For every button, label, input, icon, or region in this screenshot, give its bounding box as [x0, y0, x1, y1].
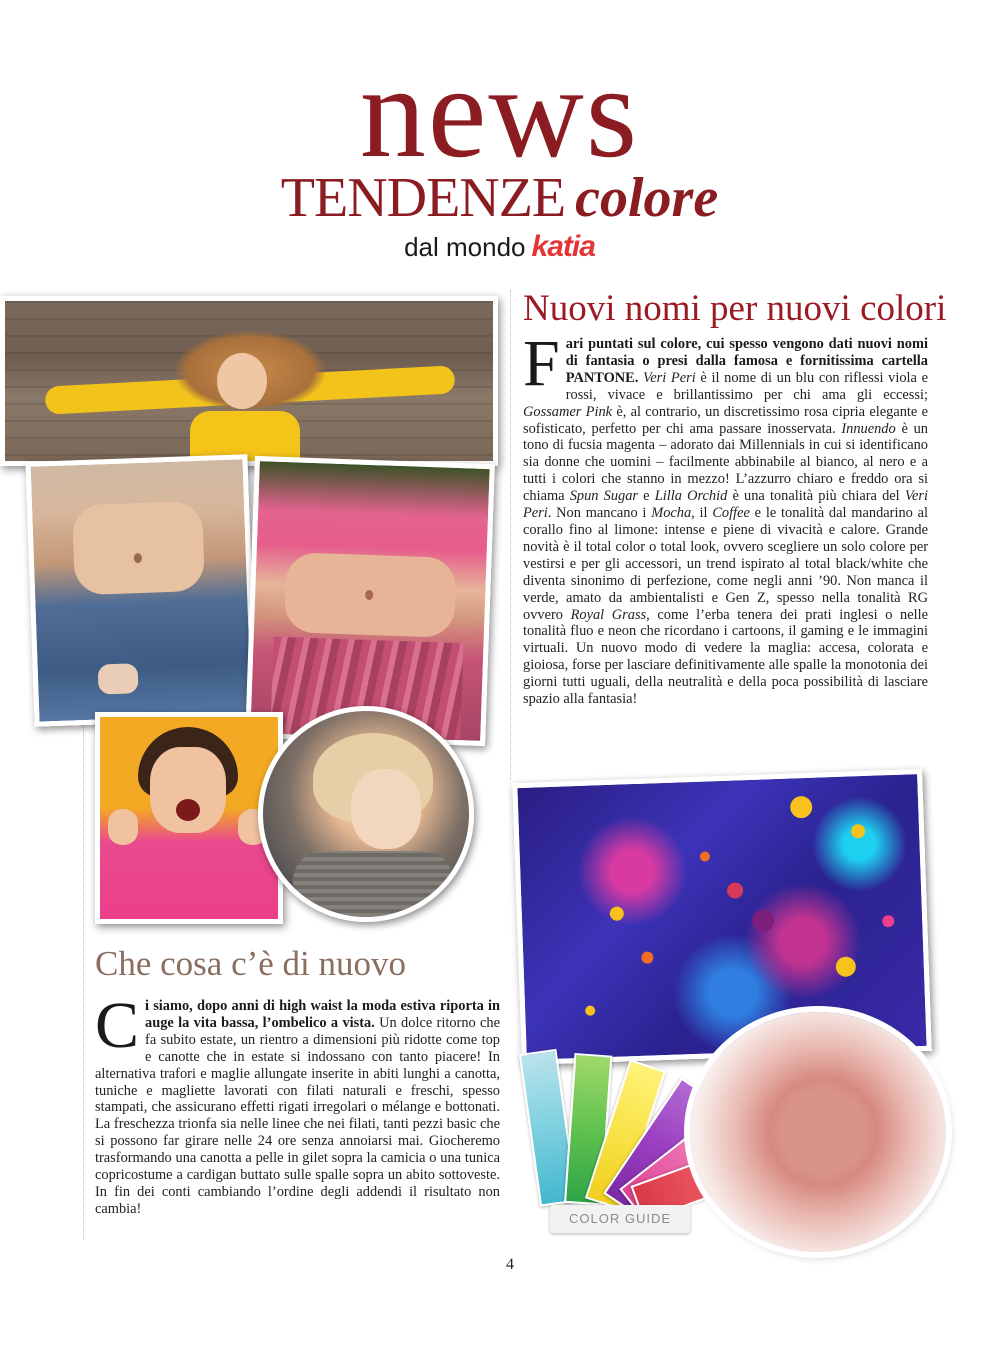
photo-woman-flying-hair: [0, 296, 498, 466]
news-heading: news: [359, 38, 640, 185]
section-title-che-cosa: Che cosa c’è di nuovo: [95, 944, 407, 983]
body-che-cosa: Un dolce ritorno che fa subito estate, un rientro a dimensioni più ridotte come top e canotte che in estate si indossano con tanto piacere! In alternativa trafori e maglie allungate inserite in abiti lunghi a canotta, tuniche e magliette lavorati con filati naturali e freschi, spesso stampati, che assicurano effetti rigati irregolari o mélange e bottonati. La freschezza trionfa sia nelle linee che nei filati, tanti pezzi basic che si possono far girare nelle 24 ore senza annoiarsi mai. Giocheremo trasformando una canotta a pelle in gilet sopra la camicia o una tunica copricostume a cardigan buttato sulle spalle sopra un abito sottoveste. In fin dei conti cambiando l’ordine degli addendi il risultato non cambia!: [95, 1014, 501, 1217]
dropcap-c: C: [95, 989, 140, 1062]
dropcap-f: F: [523, 327, 560, 400]
lead-nuovi-nomi: ari puntati sul colore, cui spesso vengono dati nuovi nomi di fantasia o presi dalla famosa e fornitissima cartella PANTONE.: [565, 336, 928, 386]
section-title-nuovi-nomi: Nuovi nomi per nuovi colori: [523, 288, 947, 329]
article-che-cosa: [95, 989, 501, 1218]
divider-left: [83, 720, 84, 1240]
colore-word: colore: [575, 167, 719, 229]
photo-color-guide-swatches: [520, 1050, 700, 1240]
lead-che-cosa: i siamo, dopo anni di high waist la moda estiva riporta in auge la vita bassa, l’ombelico a vista.: [145, 998, 500, 1031]
katia-logo: katia: [531, 230, 595, 263]
photo-jeans-midriff: [25, 454, 256, 727]
tendenze-word: TENDENZE: [280, 167, 566, 229]
color-guide-label: COLOR GUIDE: [550, 1205, 690, 1233]
article-nuovi-nomi: Fari puntati sul colore, cui spesso vengono dati nuovi nomi di fantasia o presi dalla famosa e fornitissima cartella PANTONE. Veri Peri è il nome di un blu con riflessi viola e rossi, vivace e brillantissimo per chi ama gli eccessi; Gossamer Pink è, al contrario, un discretissimo rosa cipria elegante e sofisticato, perfetto per chi ama passare inosservata. Innuendo è un tono di fucsia magenta – adorato dai Millennials in cui si identificano sia donne che uomini – facilmente abbinabile al bianco, al nero e a tutti i colori che stanno in mezzo! L’azzurro chiaro e freddo ora si chiama Spun Sugar e Lilla Orchid è una tonalità più chiara del Veri Peri. Non mancano i Mocha, il Coffee e le tonalità dal mandarino al corallo fino al limone: intense e piene di vivacità e calore. Grande novità è il total color o total look, ovvero scegliere un solo colore per vestirsi e per gli accessori, un trend ispirato al total black/white che diventa sinonimo di perfezione, come negli anni ’90. Non manca il verde, amato da ambientalisti e Gen Z, spesso nella tonalità RG ovvero Royal Grass, come l’erba tenera dei prati inglesi o nelle tonalità fluo e neon che ricordano i cartoons, il gaming e le immagini virtuali. Un nuovo modo di vedere la maglia: accesa, colorata e gioiosa, forse per lasciare definitivamente alle spalle la monotonia dei giorni tutti uguali, della neutralità e della poca possibilità di lasciare spazio alla fantasia!: [523, 327, 929, 708]
dal-mondo-text: dal mondo: [404, 232, 526, 262]
photo-pink-top: [245, 456, 495, 746]
photo-colorful-paint: [512, 769, 932, 1065]
photo-blonde-woman: [258, 706, 474, 922]
photo-excited-woman: [95, 712, 283, 924]
tendenze-colore-heading: [0, 168, 999, 228]
divider-center: [510, 290, 511, 780]
dal-mondo-line: [0, 230, 999, 264]
photo-pink-powder: [690, 1012, 946, 1252]
page-number: 4: [506, 1256, 514, 1273]
